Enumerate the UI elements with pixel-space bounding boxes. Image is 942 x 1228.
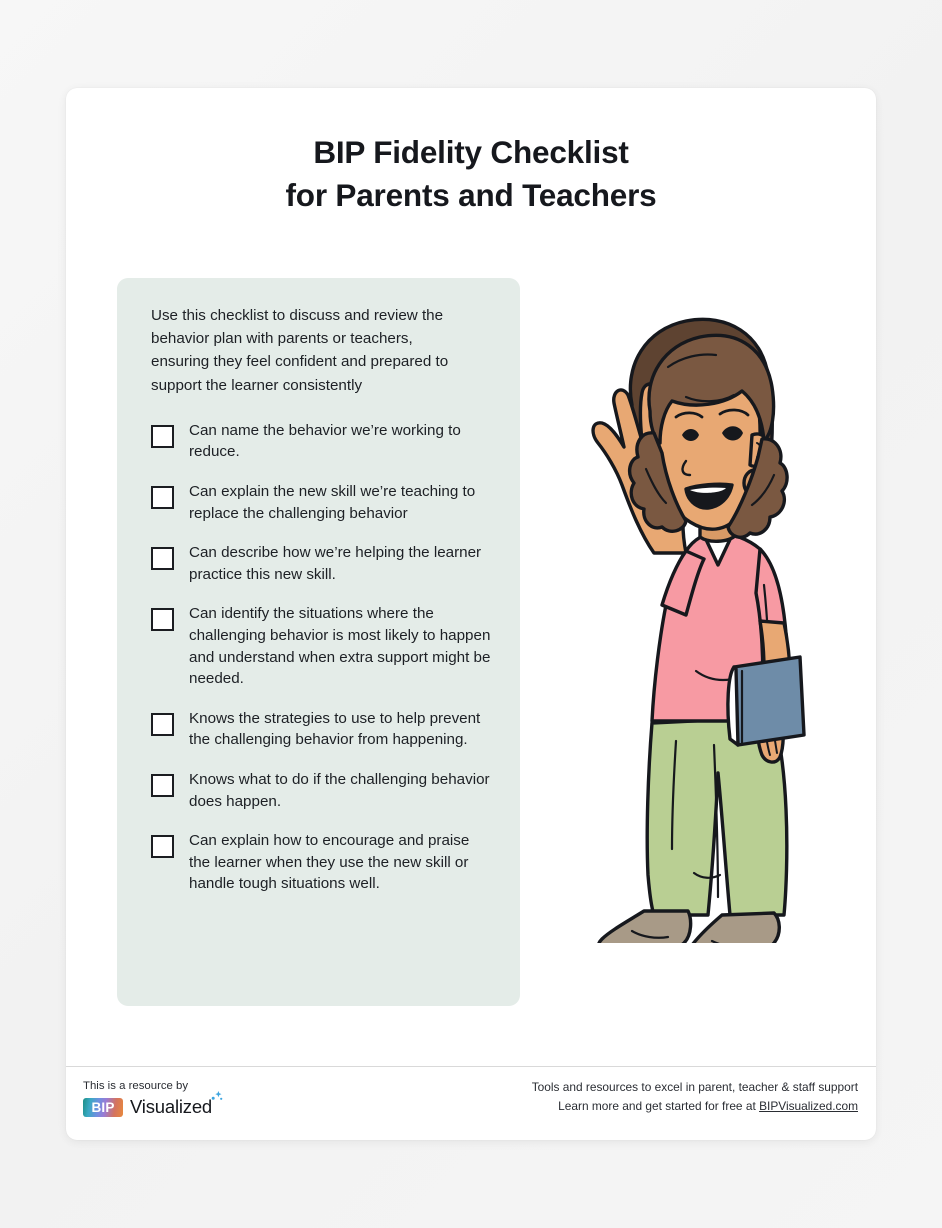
title-line-1: BIP Fidelity Checklist (313, 134, 629, 170)
checklist-item-label: Can describe how we’re helping the learner practice this new skill. (189, 544, 482, 583)
woman-waving-illustration (536, 293, 836, 943)
checklist-item[interactable] (151, 480, 494, 524)
footer-divider (66, 1066, 876, 1067)
checklist-item[interactable] (151, 602, 494, 689)
page-title (66, 131, 876, 217)
checklist-item-label: Can explain how to encourage and praise the learner when they use the new skill or handle tough situations well. (189, 832, 470, 893)
footer-cta-prefix: Learn more and get started for free at (558, 1099, 760, 1113)
checklist-item-label: Knows the strategies to use to help prevent the challenging behavior from happening. (189, 709, 481, 749)
checkbox-4[interactable] (151, 608, 174, 631)
bip-logo-mark (83, 1098, 123, 1117)
checkbox-2[interactable] (151, 486, 174, 509)
checklist-item[interactable] (151, 768, 494, 812)
sparkle-icon (210, 1091, 223, 1104)
bipvisualized-link[interactable]: BIPVisualized.com (759, 1099, 858, 1113)
checklist-item[interactable] (151, 707, 494, 751)
resource-by-label: This is a resource by (83, 1080, 189, 1092)
checkbox-5[interactable] (151, 713, 174, 736)
bip-logo-text: BIP (91, 1099, 115, 1115)
title-line-2: for Parents and Teachers (285, 177, 657, 213)
checkbox-7[interactable] (151, 835, 174, 858)
checklist-intro-text: Use this checklist to discuss and review the behavior plan with parents or teachers, ensuring they feel confident and prepared to support the learner consistently (151, 307, 449, 394)
checklist-item[interactable] (151, 829, 494, 895)
footer-brand (83, 1080, 212, 1118)
bip-visualized-logo[interactable] (83, 1096, 212, 1118)
checkbox-3[interactable] (151, 547, 174, 570)
checklist-item-label: Knows what to do if the challenging behavior does happen. (189, 770, 490, 810)
checklist-item-label: Can identify the situations where the challenging behavior is most likely to happen and understand when extra support might be needed. (189, 605, 491, 688)
checklist-item[interactable] (151, 419, 494, 463)
checklist-item[interactable] (151, 541, 494, 585)
checklist-panel (117, 278, 520, 1006)
checklist-item-label: Can explain the new skill we’re teaching to replace the challenging behavior (189, 483, 476, 522)
checkbox-6[interactable] (151, 774, 174, 797)
checkbox-1[interactable] (151, 425, 174, 448)
visualized-wordmark (130, 1096, 212, 1118)
footer-tagline: Tools and resources to excel in parent, teacher & staff support (531, 1080, 858, 1094)
resource-card (66, 88, 876, 1140)
visualized-text: Visualized (130, 1096, 212, 1117)
footer-tagline-block (532, 1078, 858, 1116)
checklist-item-label: Can name the behavior we’re working to reduce. (189, 421, 461, 461)
footer-cta (532, 1097, 858, 1116)
